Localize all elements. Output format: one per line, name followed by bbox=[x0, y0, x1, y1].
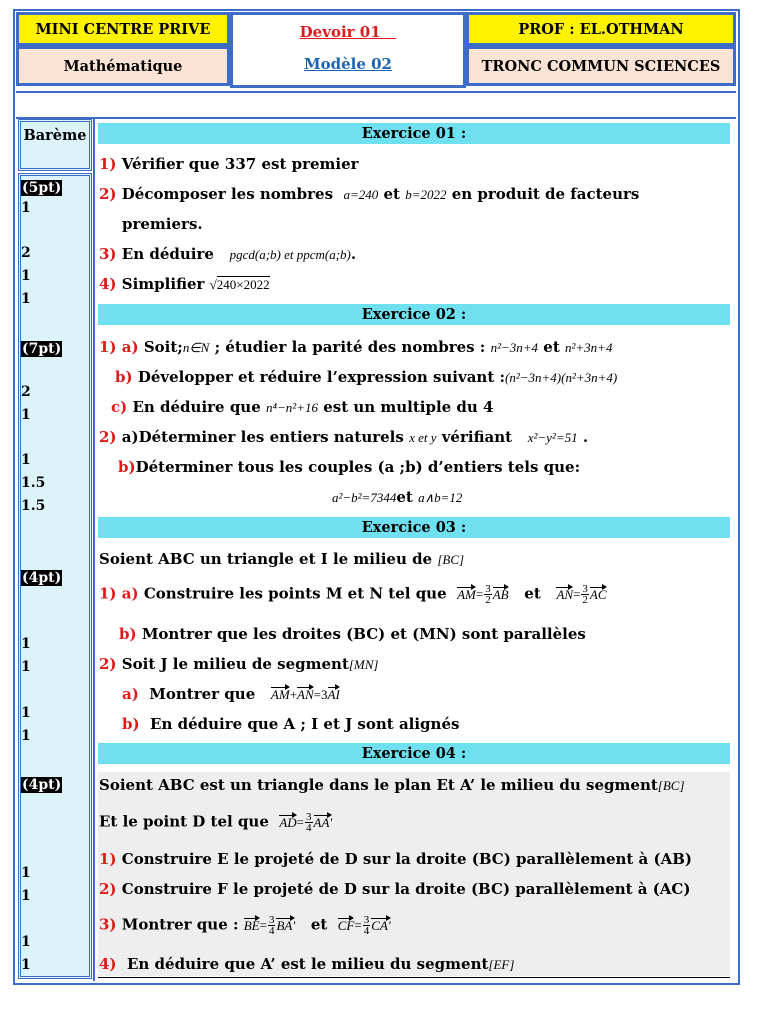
points-badge: (4pt) bbox=[22, 570, 62, 586]
ex3-q1a: 1) a) Construire les points M et N tel que AM= $\frac{3}{2}$ AB et AN= $\frac{3}{2}$ AC bbox=[99, 583, 607, 606]
ex3-intro: Soient ABC un triangle et I le milieu de [BC] bbox=[99, 550, 465, 568]
mark: 1.5 bbox=[21, 475, 46, 491]
ex4-intro2: Et le point D tel que AD= $\frac{3}{4}$ AA' bbox=[99, 811, 333, 834]
level-name: TRONC COMMUN SCIENCES bbox=[481, 57, 721, 75]
exercise-3-header: Exercice 03 : bbox=[98, 517, 730, 538]
ex1-q1: 1) Vérifier que 337 est premier bbox=[99, 155, 359, 173]
mark: 2 bbox=[21, 245, 31, 261]
prof-name: PROF : EL.OTHMAN bbox=[518, 20, 684, 38]
ex4-q4: 4) En déduire que A’ est le milieu du segment[EF] bbox=[99, 955, 515, 973]
mark: 1 bbox=[21, 705, 31, 721]
ex3-q2b: b) En déduire que A ; I et J sont alignés bbox=[122, 715, 460, 733]
exercise-4-header: Exercice 04 : bbox=[98, 743, 730, 764]
mark: 1 bbox=[21, 636, 31, 652]
mark: 1 bbox=[21, 291, 31, 307]
subject-cell bbox=[16, 46, 230, 86]
mark: 1 bbox=[21, 934, 31, 950]
ex2-q1c: c) En déduire que n⁴−n²+16 est un multiple du 4 bbox=[111, 398, 494, 416]
ex4-q1: 1) Construire E le projeté de D sur la droite (BC) parallèlement à (AB) bbox=[99, 850, 692, 868]
modele-title: Modèle 02 bbox=[304, 55, 392, 73]
ex1-q2: 2) Décomposer les nombres a=240 et b=2022 en produit de facteurs bbox=[99, 185, 640, 203]
school-cell bbox=[16, 12, 230, 46]
ex4-intro: Soient ABC est un triangle dans le plan Et A’ le milieu du segment[BC] bbox=[99, 776, 685, 794]
prof-cell bbox=[466, 12, 736, 46]
ex2-q2a: 2) a)Déterminer les entiers naturels x et y vérifiant x²−y²=51 . bbox=[99, 428, 589, 446]
ex3-q1b: b) Montrer que les droites (BC) et (MN) sont parallèles bbox=[119, 625, 586, 643]
ex2-q2b-eq: a²−b²=7344et a∧b=12 bbox=[332, 488, 463, 506]
exercise-2-header: Exercice 02 : bbox=[98, 304, 730, 325]
ex4-background bbox=[98, 772, 730, 976]
ex4-q2: 2) Construire F le projeté de D sur la droite (BC) parallèlement à (AC) bbox=[99, 880, 691, 898]
mark: 1 bbox=[21, 865, 31, 881]
bareme-header bbox=[18, 119, 92, 171]
mark: 1 bbox=[21, 957, 31, 973]
ex4-q3: 3) Montrer que : BE= $\frac{3}{4}$ BA' et CF= $\frac{3}{4}$ CA' bbox=[99, 914, 391, 937]
ex1-q2-cont: premiers. bbox=[122, 215, 203, 233]
bottom-rule bbox=[98, 977, 730, 978]
mark: 2 bbox=[21, 384, 31, 400]
mark: 1 bbox=[21, 452, 31, 468]
ex2-q1a: 1) a) Soit;n∈N ; étudier la parité des nombres : n²−3n+4 et n²+3n+4 bbox=[99, 338, 613, 356]
mark: 1 bbox=[21, 200, 31, 216]
bareme-title: Barème bbox=[23, 127, 87, 144]
mark: 1.5 bbox=[21, 498, 46, 514]
column-divider bbox=[93, 119, 95, 981]
subject-name: Mathématique bbox=[63, 57, 183, 75]
mark: 1 bbox=[21, 728, 31, 744]
title-cell bbox=[230, 12, 466, 88]
blank-band bbox=[16, 91, 736, 119]
points-badge: (5pt) bbox=[22, 180, 62, 196]
level-cell bbox=[466, 46, 736, 86]
points-badge: (4pt) bbox=[22, 777, 62, 793]
ex1-q4: 4) Simplifier √240×2022 bbox=[99, 275, 270, 293]
mark: 1 bbox=[21, 268, 31, 284]
ex3-q2a: a) Montrer que AM+AN=3AI bbox=[122, 685, 340, 703]
ex3-q2: 2) Soit J le milieu de segment[MN] bbox=[99, 655, 379, 673]
ex2-q1b: b) Développer et réduire l’expression suivant :(n²−3n+4)(n²+3n+4) bbox=[115, 368, 618, 386]
ex2-q2b: b)Déterminer tous les couples (a ;b) d’entiers tels que: bbox=[118, 458, 581, 476]
mark: 1 bbox=[21, 888, 31, 904]
school-name: MINI CENTRE PRIVE bbox=[35, 20, 211, 38]
mark: 1 bbox=[21, 407, 31, 423]
ex1-q3: 3) En déduire pgcd(a;b) et ppcm(a;b). bbox=[99, 245, 357, 263]
devoir-title: Devoir 01 bbox=[299, 23, 381, 41]
mark: 1 bbox=[21, 659, 31, 675]
points-badge: (7pt) bbox=[22, 341, 62, 357]
exercise-1-header: Exercice 01 : bbox=[98, 123, 730, 144]
